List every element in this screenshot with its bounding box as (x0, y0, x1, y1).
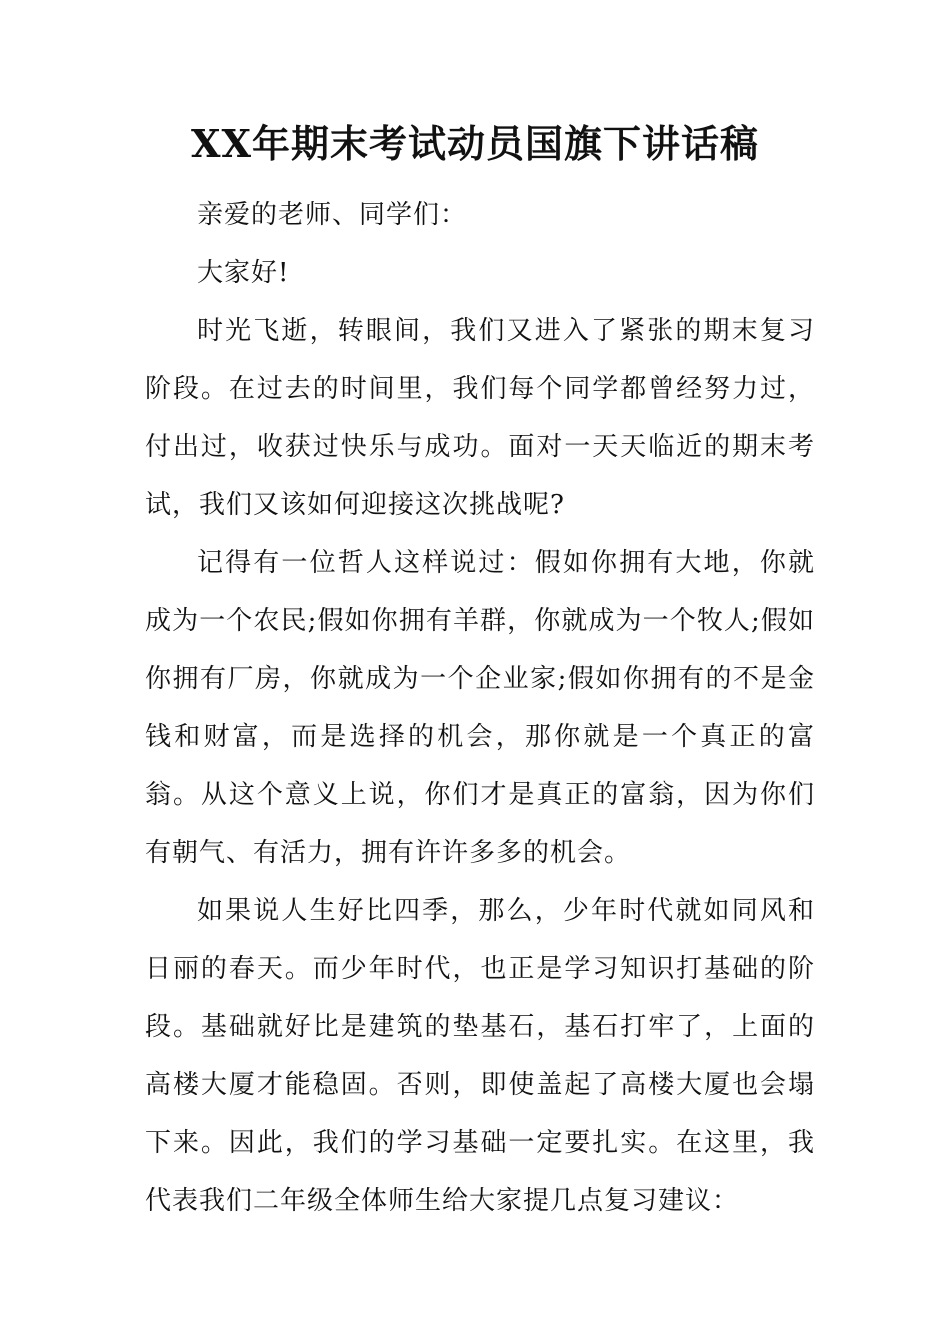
page-title: XX年期末考试动员国旗下讲话稿 (191, 121, 759, 166)
paragraph-intro: 时光飞逝，转眼间，我们又进入了紧张的期末复习阶段。在过去的时间里，我们每个同学都曾经努力过，付出过，收获过快乐与成功。面对一天天临近的期末考试，我们又该如何迎接这次挑战呢? (145, 316, 815, 520)
paragraph-hello: 大家好! (197, 258, 290, 288)
paragraph-greeting: 亲爱的老师、同学们： (197, 200, 468, 230)
paragraph-philosopher: 记得有一位哲人这样说过：假如你拥有大地，你就成为一个农民;假如你拥有羊群，你就成为一个牧人;假如你拥有厂房，你就成为一个企业家;假如你拥有的不是金钱和财富，而是选择的机会，那你就是一个真正的富翁。从这个意义上说，你们才是真正的富翁，因为你们有朝气、有活力，拥有许许多多的机会。 (145, 548, 815, 868)
paragraph-seasons: 如果说人生好比四季，那么，少年时代就如同风和日丽的春天。而少年时代，也正是学习知识打基础的阶段。基础就好比是建筑的垫基石，基石打牢了，上面的高楼大厦才能稳固。否则，即使盖起了高楼大厦也会塌下来。因此，我们的学习基础一定要扎实。在这里，我代表我们二年级全体师生给大家提几点复习建议： (145, 896, 815, 1216)
document-body (145, 186, 815, 1230)
